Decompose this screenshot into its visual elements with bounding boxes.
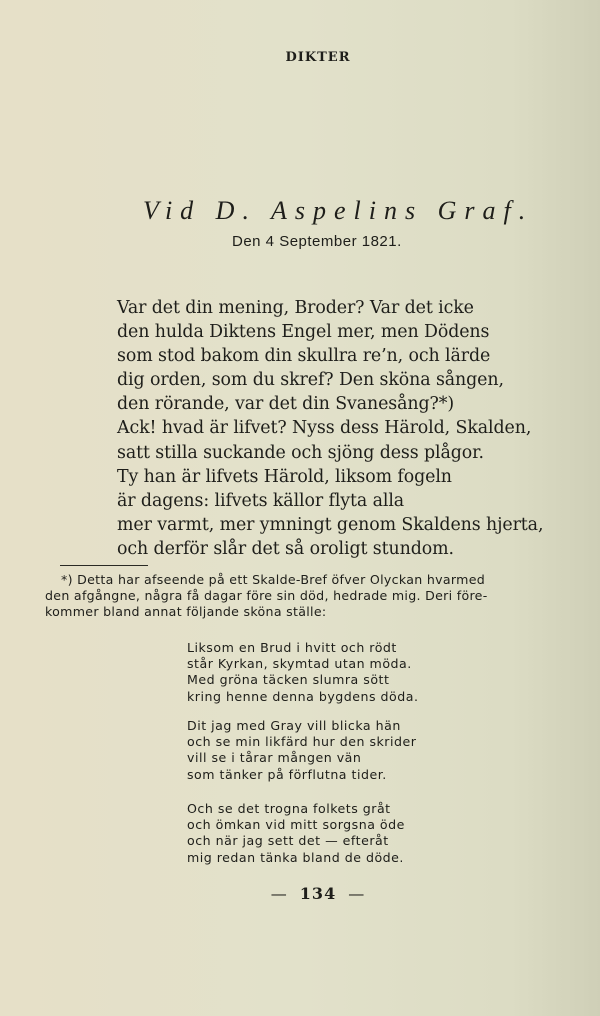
- footnote-divider: [60, 565, 148, 566]
- poem-date: Den 4 September 1821.: [232, 233, 402, 250]
- quoted-line: mig redan tänka bland de döde.: [187, 849, 404, 865]
- quoted-line: Dit jag med Gray vill blicka hän: [187, 718, 401, 733]
- quoted-stanza: [187, 718, 416, 783]
- quoted-line: och när jag sett det — efteråt: [187, 833, 389, 849]
- poem-line: Ack! hvad är lifvet? Nyss dess Härold, Skalden,: [117, 418, 532, 439]
- poem-line: som stod bakom din skullra re’n, och lärde: [117, 346, 491, 367]
- dash-left: —: [270, 884, 288, 903]
- footnote-line: kommer bland annat följande sköna ställe:: [45, 603, 327, 619]
- quoted-line: som tänker på förflutna tider.: [187, 766, 387, 782]
- poem-line: den hulda Diktens Engel mer, men Dödens: [117, 322, 490, 343]
- running-head: DIKTER: [285, 50, 351, 65]
- quoted-stanza: [187, 640, 418, 705]
- poem-line: Ty han är lifvets Härold, liksom fogeln: [117, 466, 452, 487]
- poem-line: den rörande, var det din Svanesång?*): [117, 394, 455, 415]
- footnote-line: den afgångne, några få dagar före sin död, hedrade mig. Deri före-: [45, 587, 488, 603]
- quoted-line: kring henne denna bygdens döda.: [187, 688, 419, 704]
- poem-line: och derför slår det så oroligt stundom.: [117, 538, 454, 559]
- poem-line: mer varmt, mer ymningt genom Skaldens hjerta,: [117, 514, 544, 535]
- quoted-stanza: [187, 801, 405, 866]
- quoted-line: och se min likfärd hur den skrider: [187, 734, 417, 750]
- page-number: 134: [299, 884, 337, 903]
- footnote-line: *) Detta har afseende på ett Skalde-Bref öfver Olyckan hvarmed: [61, 572, 486, 587]
- quoted-line: och ömkan vid mitt sorgsna öde: [187, 817, 405, 833]
- poem-line: är dagens: lifvets källor flyta alla: [117, 490, 405, 511]
- poem-title: Vid D. Aspelins Graf.: [143, 196, 534, 225]
- quoted-line: Liksom en Brud i hvitt och rödt: [187, 640, 397, 655]
- poem-line: satt stilla suckande och sjöng dess plågor.: [117, 442, 484, 463]
- poem-body: [117, 296, 543, 561]
- poem-line: Var det din mening, Broder? Var det icke: [117, 298, 474, 318]
- footnote: [45, 572, 575, 619]
- quoted-line: Och se det trogna folkets gråt: [187, 801, 391, 816]
- dash-right: —: [348, 884, 366, 903]
- quoted-line: står Kyrkan, skymtad utan möda.: [187, 656, 412, 672]
- quoted-line: vill se i tårar mången vän: [187, 750, 362, 766]
- quoted-line: Med gröna täcken slumra sött: [187, 672, 390, 688]
- poem-line: dig orden, som du skref? Den sköna sången,: [117, 370, 504, 391]
- page-footer: [0, 884, 600, 903]
